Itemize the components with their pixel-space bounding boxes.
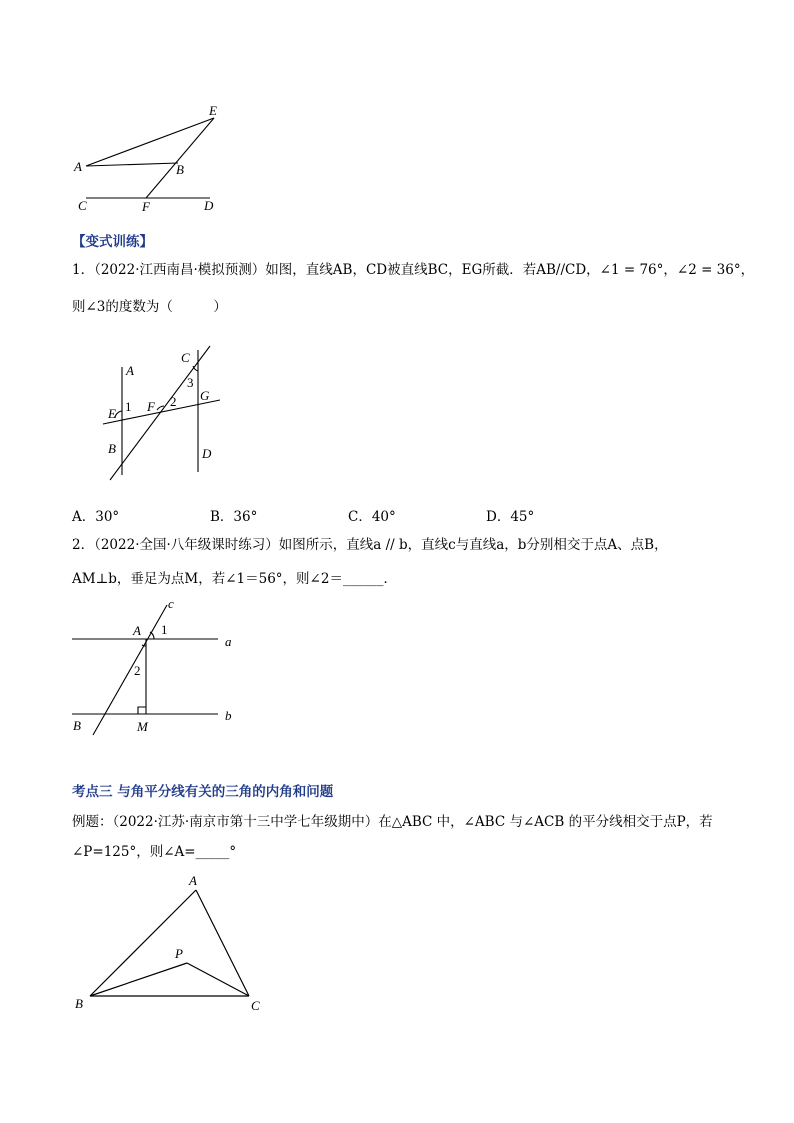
q2-figure <box>65 595 245 740</box>
label-A: A <box>74 159 82 174</box>
label-1: 1 <box>125 399 132 414</box>
label-2: 2 <box>134 663 141 678</box>
variant-heading: 【变式训练】 <box>72 234 153 250</box>
section-3-heading: 考点三 与角平分线有关的三角的内角和问题 <box>72 784 334 800</box>
segment-AB <box>90 890 196 996</box>
segment-EF <box>146 118 214 198</box>
angle-3-arc <box>193 366 198 371</box>
segment-CP <box>187 963 249 996</box>
q2-text-line1: 2．（2022·全国·八年级课时练习）如图所示，直线a // b，直线c与直线a，b分别相交于点A、点B， <box>72 537 668 553</box>
label-1: 1 <box>161 622 168 637</box>
label-P: P <box>175 946 183 961</box>
q1-option-b: B．36° <box>210 509 258 525</box>
label-F: F <box>147 399 155 414</box>
right-angle-mark <box>138 707 146 714</box>
example-figure <box>65 868 275 1018</box>
example-text-line2: ∠P=125°，则∠A=_____° <box>72 844 237 860</box>
label-G: G <box>200 388 210 403</box>
line-c <box>93 605 167 735</box>
label-A: A <box>189 873 197 888</box>
q2-text-line2: AM⊥b，垂足为点M，若∠1＝56°，则∠2＝______． <box>72 571 397 587</box>
q1-option-a: A．30° <box>72 509 120 525</box>
label-C: C <box>181 350 190 365</box>
label-b: b <box>225 708 232 723</box>
label-3: 3 <box>187 375 194 390</box>
example-text-line1: 例题：（2022·江苏·南京市第十三中学七年级期中）在△ABC 中，∠ABC 与∠ACB 的平分线相交于点P，若 <box>72 814 713 830</box>
label-E: E <box>209 103 217 118</box>
segment-AB <box>86 163 178 166</box>
angle-1-arc <box>115 411 122 418</box>
label-c: c <box>168 596 174 611</box>
label-D: D <box>202 446 212 461</box>
segment-BP <box>90 963 187 996</box>
label-M: M <box>137 719 148 734</box>
label-F: F <box>142 199 150 214</box>
label-B: B <box>176 162 184 177</box>
label-B: B <box>73 718 81 733</box>
q1-option-c: C．40° <box>348 509 396 525</box>
q1-text-line1: 1．（2022·江西南昌·模拟预测）如图，直线AB，CD被直线BC，EG所截．若AB//CD，∠1 = 76°，∠2 = 36°， <box>72 262 755 278</box>
label-D: D <box>204 198 214 213</box>
label-E: E <box>108 406 116 421</box>
label-B: B <box>108 441 116 456</box>
label-A: A <box>133 623 141 638</box>
label-C: C <box>251 998 260 1013</box>
label-2: 2 <box>170 394 177 409</box>
q1-option-d: D．45° <box>486 509 535 525</box>
label-C: C <box>78 198 87 213</box>
figure-1 <box>70 100 230 215</box>
label-B: B <box>75 996 83 1011</box>
q1-figure <box>95 340 230 490</box>
line-EG <box>103 400 220 424</box>
segment-AE <box>86 118 214 166</box>
label-A: A <box>126 363 134 378</box>
label-a: a <box>225 634 232 649</box>
segment-AC <box>196 890 249 996</box>
q1-text-line2: 则∠3的度数为（ ） <box>72 299 227 315</box>
